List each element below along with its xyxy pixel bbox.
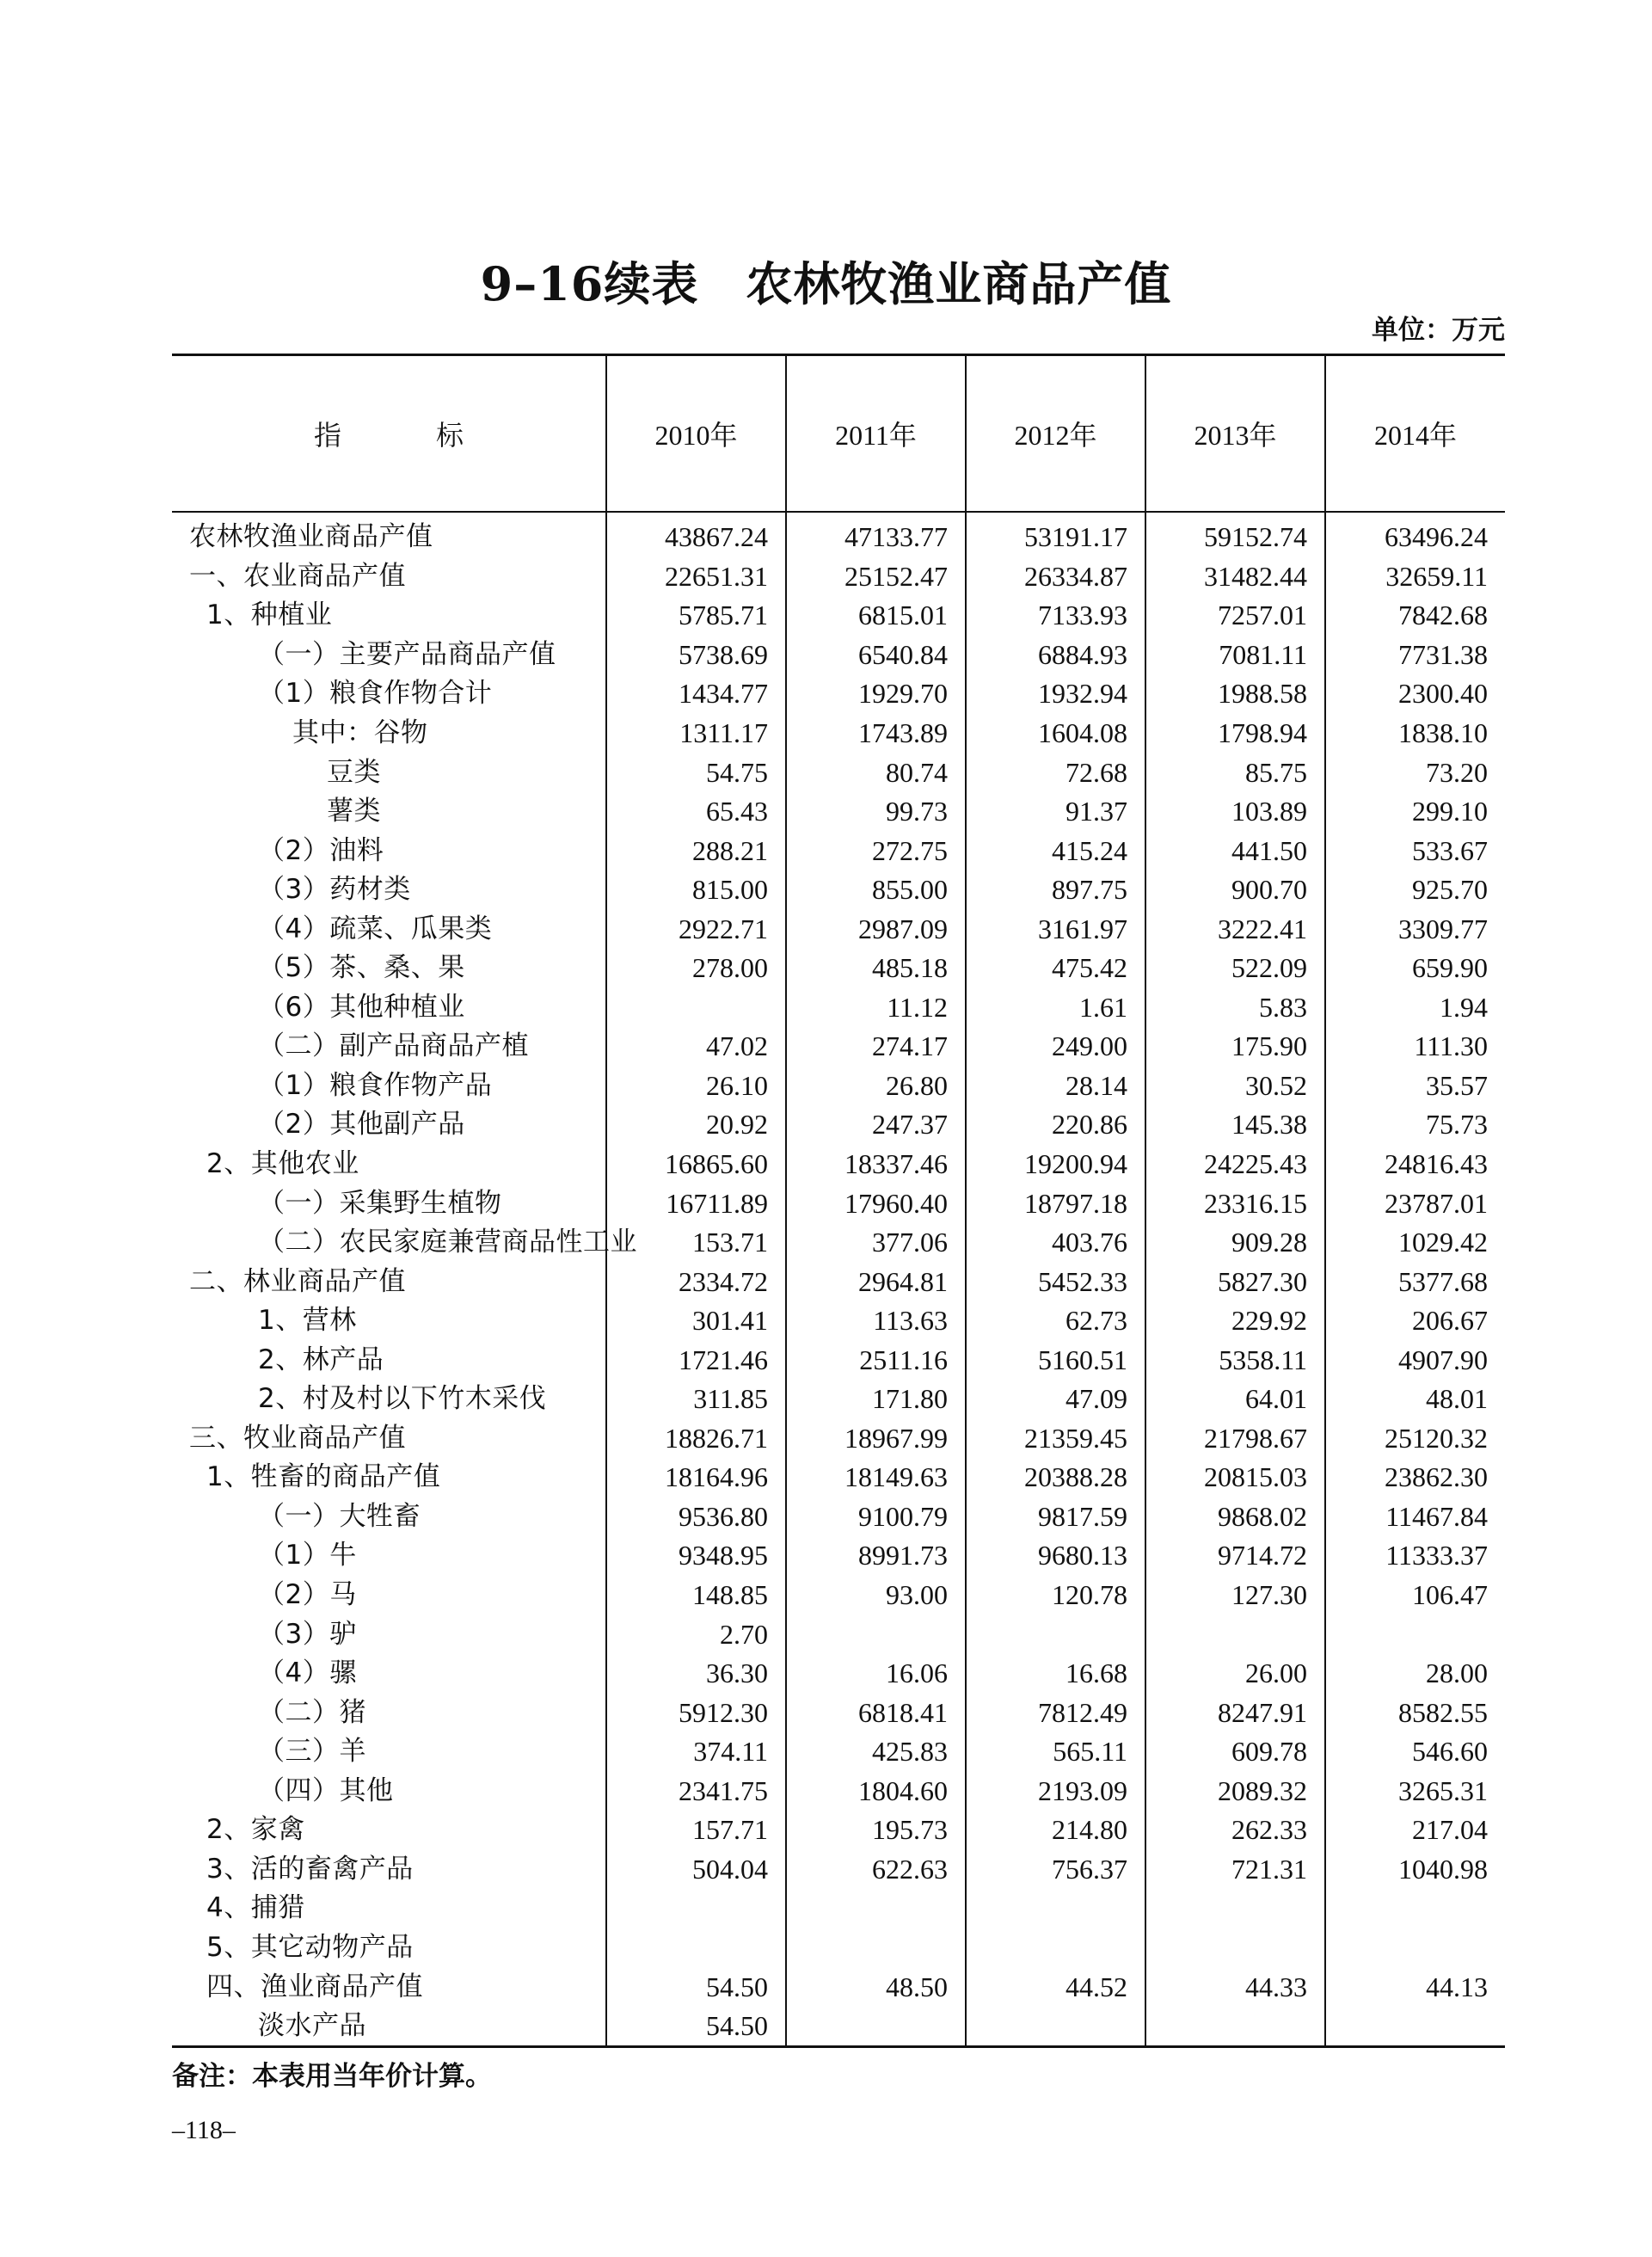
value-cell: 485.18	[786, 949, 966, 988]
value-cell: 8991.73	[786, 1536, 966, 1576]
value-cell: 441.50	[1145, 831, 1325, 870]
value-cell: 91.37	[966, 792, 1145, 832]
table-row	[172, 870, 1505, 910]
table-row	[172, 1967, 1505, 2007]
table-row	[172, 714, 1505, 753]
value-cell	[1145, 1889, 1325, 1928]
value-cell: 16711.89	[606, 1184, 786, 1223]
table-row	[172, 1772, 1505, 1811]
value-cell	[966, 1889, 1145, 1928]
value-cell: 9714.72	[1145, 1536, 1325, 1576]
value-cell: 7133.93	[966, 596, 1145, 636]
value-cell: 5827.30	[1145, 1262, 1325, 1301]
value-cell	[786, 1889, 966, 1928]
value-cell: 249.00	[966, 1027, 1145, 1067]
row-label: 1、牲畜的商品产值	[206, 1461, 441, 1493]
value-cell: 127.30	[1145, 1576, 1325, 1615]
value-cell: 897.75	[966, 870, 1145, 910]
row-label: 一、农业商品产值	[189, 560, 406, 592]
value-cell: 48.01	[1325, 1380, 1505, 1419]
value-cell: 217.04	[1325, 1811, 1505, 1850]
value-cell: 25152.47	[786, 557, 966, 597]
value-cell: 721.31	[1145, 1850, 1325, 1890]
value-cell: 157.71	[606, 1811, 786, 1850]
value-cell: 54.50	[606, 1967, 786, 2007]
value-cell: 25120.32	[1325, 1419, 1505, 1459]
value-cell: 2511.16	[786, 1340, 966, 1380]
value-cell: 6540.84	[786, 636, 966, 675]
value-cell: 403.76	[966, 1223, 1145, 1263]
value-cell	[606, 1928, 786, 1968]
table-row	[172, 596, 1505, 636]
table-row	[172, 1105, 1505, 1145]
value-cell: 24225.43	[1145, 1145, 1325, 1184]
value-cell: 18337.46	[786, 1145, 966, 1184]
value-cell	[1145, 1928, 1325, 1968]
value-cell: 7257.01	[1145, 596, 1325, 636]
value-cell: 622.63	[786, 1850, 966, 1890]
value-cell: 925.70	[1325, 870, 1505, 910]
row-label: 1、营林	[258, 1305, 357, 1337]
row-label: （3）药材类	[258, 874, 411, 906]
row-label: 四、渔业商品产值	[206, 1971, 423, 2002]
value-cell: 18149.63	[786, 1458, 966, 1497]
value-cell: 63496.24	[1325, 512, 1505, 557]
table-row	[172, 1889, 1505, 1928]
value-cell: 16865.60	[606, 1145, 786, 1184]
value-cell	[786, 1614, 966, 1654]
value-cell: 16.68	[966, 1654, 1145, 1694]
table-row	[172, 1458, 1505, 1497]
value-cell: 5377.68	[1325, 1262, 1505, 1301]
value-cell: 2341.75	[606, 1772, 786, 1811]
value-cell: 301.41	[606, 1301, 786, 1341]
row-label: 薯类	[327, 796, 381, 827]
value-cell: 272.75	[786, 831, 966, 870]
row-label: （3）驴	[258, 1618, 357, 1650]
value-cell: 64.01	[1145, 1380, 1325, 1419]
value-cell: 31482.44	[1145, 557, 1325, 597]
value-cell: 85.75	[1145, 753, 1325, 792]
value-cell: 62.73	[966, 1301, 1145, 1341]
row-label: （2）马	[258, 1579, 357, 1611]
value-cell: 20388.28	[966, 1458, 1145, 1497]
year-header: 2012年	[966, 355, 1145, 513]
value-cell: 20815.03	[1145, 1458, 1325, 1497]
value-cell: 2334.72	[606, 1262, 786, 1301]
value-cell: 1029.42	[1325, 1223, 1505, 1263]
row-label: （2）油料	[258, 834, 384, 866]
value-cell: 48.50	[786, 1967, 966, 2007]
value-cell	[1325, 1928, 1505, 1968]
value-cell	[606, 1889, 786, 1928]
table-row	[172, 1262, 1505, 1301]
value-cell: 7731.38	[1325, 636, 1505, 675]
table-row	[172, 1732, 1505, 1772]
value-cell: 1798.94	[1145, 714, 1325, 753]
value-cell: 19200.94	[966, 1145, 1145, 1184]
row-label: 4、捕猎	[206, 1892, 305, 1924]
row-label: （一）主要产品商品产值	[258, 638, 556, 670]
row-label: 三、牧业商品产值	[189, 1422, 406, 1454]
commodity-value-table	[172, 354, 1505, 2048]
value-cell: 8582.55	[1325, 1693, 1505, 1732]
table-row	[172, 557, 1505, 597]
value-cell: 54.75	[606, 753, 786, 792]
value-cell: 3222.41	[1145, 909, 1325, 949]
value-cell: 59152.74	[1145, 512, 1325, 557]
value-cell: 274.17	[786, 1027, 966, 1067]
value-cell: 44.33	[1145, 1967, 1325, 2007]
value-cell: 522.09	[1145, 949, 1325, 988]
row-label: （一）采集野生植物	[258, 1187, 502, 1219]
value-cell: 93.00	[786, 1576, 966, 1615]
value-cell: 609.78	[1145, 1732, 1325, 1772]
value-cell: 54.50	[606, 2007, 786, 2047]
row-label: （三）羊	[258, 1736, 366, 1768]
value-cell: 23316.15	[1145, 1184, 1325, 1223]
table-row	[172, 753, 1505, 792]
table-row	[172, 792, 1505, 832]
value-cell: 5785.71	[606, 596, 786, 636]
value-cell: 1804.60	[786, 1772, 966, 1811]
value-cell: 3309.77	[1325, 909, 1505, 949]
value-cell: 18164.96	[606, 1458, 786, 1497]
value-cell: 11.12	[786, 988, 966, 1028]
value-cell: 415.24	[966, 831, 1145, 870]
value-cell: 26.00	[1145, 1654, 1325, 1694]
value-cell	[1325, 1614, 1505, 1654]
value-cell: 32659.11	[1325, 557, 1505, 597]
year-header: 2011年	[786, 355, 966, 513]
table-row	[172, 1145, 1505, 1184]
footnote: 备注：本表用当年价计算。	[172, 2061, 492, 2092]
value-cell: 47.02	[606, 1027, 786, 1067]
value-cell: 30.52	[1145, 1067, 1325, 1106]
value-cell: 2089.32	[1145, 1772, 1325, 1811]
value-cell	[1325, 2007, 1505, 2047]
table-row	[172, 1693, 1505, 1732]
value-cell: 9817.59	[966, 1497, 1145, 1537]
table-row	[172, 949, 1505, 988]
value-cell: 2987.09	[786, 909, 966, 949]
indicator-header-a: 指	[313, 419, 341, 452]
value-cell: 1.94	[1325, 988, 1505, 1028]
value-cell: 35.57	[1325, 1067, 1505, 1106]
value-cell	[786, 2007, 966, 2047]
value-cell: 23787.01	[1325, 1184, 1505, 1223]
value-cell: 26.10	[606, 1067, 786, 1106]
row-label: （1）粮食作物产品	[258, 1069, 493, 1101]
value-cell: 220.86	[966, 1105, 1145, 1145]
table-row	[172, 636, 1505, 675]
table-row	[172, 1654, 1505, 1694]
value-cell: 72.68	[966, 753, 1145, 792]
row-label: 淡水产品	[172, 2007, 606, 2047]
value-cell: 278.00	[606, 949, 786, 988]
table-row	[172, 2007, 1505, 2047]
value-cell: 75.73	[1325, 1105, 1505, 1145]
value-cell: 2.70	[606, 1614, 786, 1654]
row-label: （1）粮食作物合计	[258, 678, 493, 710]
value-cell: 425.83	[786, 1732, 966, 1772]
value-cell	[966, 2007, 1145, 2047]
value-cell: 565.11	[966, 1732, 1145, 1772]
table-row	[172, 1928, 1505, 1968]
value-cell: 44.13	[1325, 1967, 1505, 2007]
value-cell: 26.80	[786, 1067, 966, 1106]
value-cell: 7812.49	[966, 1693, 1145, 1732]
value-cell: 7842.68	[1325, 596, 1505, 636]
value-cell: 815.00	[606, 870, 786, 910]
value-cell: 120.78	[966, 1576, 1145, 1615]
value-cell: 16.06	[786, 1654, 966, 1694]
value-cell: 6815.01	[786, 596, 966, 636]
value-cell: 22651.31	[606, 557, 786, 597]
value-cell: 229.92	[1145, 1301, 1325, 1341]
value-cell: 5452.33	[966, 1262, 1145, 1301]
table-row	[172, 1576, 1505, 1615]
year-header: 2014年	[1325, 355, 1505, 513]
value-cell: 17960.40	[786, 1184, 966, 1223]
value-cell: 909.28	[1145, 1223, 1325, 1263]
row-label: （1）牛	[258, 1540, 357, 1571]
row-label: 3、活的畜禽产品	[206, 1853, 414, 1885]
value-cell: 18967.99	[786, 1419, 966, 1459]
table-row	[172, 1184, 1505, 1223]
value-cell: 1311.17	[606, 714, 786, 753]
value-cell	[966, 1928, 1145, 1968]
value-cell: 1929.70	[786, 674, 966, 714]
value-cell: 5912.30	[606, 1693, 786, 1732]
value-cell: 9536.80	[606, 1497, 786, 1537]
unit-label: 单位：万元	[1372, 315, 1505, 346]
value-cell: 2964.81	[786, 1262, 966, 1301]
row-label: （二）农民家庭兼营商品性工业	[258, 1227, 637, 1258]
value-cell	[1145, 2007, 1325, 2047]
table-row	[172, 1497, 1505, 1537]
value-cell: 504.04	[606, 1850, 786, 1890]
value-cell	[606, 988, 786, 1028]
table-row	[172, 831, 1505, 870]
row-label: （一）大牲畜	[258, 1500, 421, 1532]
value-cell	[1325, 1889, 1505, 1928]
value-cell: 24816.43	[1325, 1145, 1505, 1184]
value-cell: 1743.89	[786, 714, 966, 753]
table-row	[172, 1614, 1505, 1654]
table-row	[172, 1340, 1505, 1380]
row-label: （二）副产品商品产植	[258, 1030, 529, 1062]
value-cell: 111.30	[1325, 1027, 1505, 1067]
value-cell: 546.60	[1325, 1732, 1505, 1772]
value-cell: 28.00	[1325, 1654, 1505, 1694]
value-cell: 9868.02	[1145, 1497, 1325, 1537]
row-label: （二）猪	[258, 1696, 366, 1728]
table-row	[172, 988, 1505, 1028]
row-label: （2）其他副产品	[258, 1109, 465, 1141]
value-cell: 5.83	[1145, 988, 1325, 1028]
value-cell: 73.20	[1325, 753, 1505, 792]
value-cell: 262.33	[1145, 1811, 1325, 1850]
value-cell: 11467.84	[1325, 1497, 1505, 1537]
table-row	[172, 1536, 1505, 1576]
value-cell: 247.37	[786, 1105, 966, 1145]
value-cell: 1932.94	[966, 674, 1145, 714]
value-cell: 65.43	[606, 792, 786, 832]
value-cell: 900.70	[1145, 870, 1325, 910]
value-cell: 377.06	[786, 1223, 966, 1263]
value-cell: 26334.87	[966, 557, 1145, 597]
row-label: 豆类	[327, 756, 381, 788]
value-cell: 44.52	[966, 1967, 1145, 2007]
table-row	[172, 512, 1505, 557]
value-cell: 855.00	[786, 870, 966, 910]
value-cell: 2193.09	[966, 1772, 1145, 1811]
value-cell: 299.10	[1325, 792, 1505, 832]
page-number: –118–	[172, 2116, 236, 2144]
table-row	[172, 674, 1505, 714]
value-cell: 6818.41	[786, 1693, 966, 1732]
value-cell: 5738.69	[606, 636, 786, 675]
value-cell: 175.90	[1145, 1027, 1325, 1067]
value-cell: 1604.08	[966, 714, 1145, 753]
value-cell: 5160.51	[966, 1340, 1145, 1380]
value-cell: 21359.45	[966, 1419, 1145, 1459]
row-label: 农林牧渔业商品产值	[189, 521, 433, 553]
value-cell: 20.92	[606, 1105, 786, 1145]
row-label: 5、其它动物产品	[206, 1931, 414, 1963]
value-cell: 1721.46	[606, 1340, 786, 1380]
value-cell: 23862.30	[1325, 1458, 1505, 1497]
year-header: 2010年	[606, 355, 786, 513]
table-header-row	[172, 355, 1505, 513]
value-cell: 53191.17	[966, 512, 1145, 557]
row-label: 2、其他农业	[206, 1148, 359, 1180]
value-cell: 288.21	[606, 831, 786, 870]
table-row	[172, 1301, 1505, 1341]
row-label: 2、村及村以下竹木采伐	[258, 1383, 547, 1415]
value-cell: 475.42	[966, 949, 1145, 988]
value-cell: 145.38	[1145, 1105, 1325, 1145]
value-cell: 9680.13	[966, 1536, 1145, 1576]
table-row	[172, 1811, 1505, 1850]
value-cell: 533.67	[1325, 831, 1505, 870]
value-cell: 1838.10	[1325, 714, 1505, 753]
value-cell: 3265.31	[1325, 1772, 1505, 1811]
value-cell: 11333.37	[1325, 1536, 1505, 1576]
row-label: 1、种植业	[206, 600, 333, 631]
value-cell: 47133.77	[786, 512, 966, 557]
value-cell: 18797.18	[966, 1184, 1145, 1223]
row-label: 其中：谷物	[292, 717, 428, 748]
value-cell: 756.37	[966, 1850, 1145, 1890]
row-label: （5）茶、桑、果	[258, 952, 465, 984]
value-cell: 21798.67	[1145, 1419, 1325, 1459]
value-cell: 9100.79	[786, 1497, 966, 1537]
value-cell: 99.73	[786, 792, 966, 832]
value-cell	[786, 1928, 966, 1968]
value-cell: 153.71	[606, 1223, 786, 1263]
value-cell: 8247.91	[1145, 1693, 1325, 1732]
value-cell: 103.89	[1145, 792, 1325, 832]
table-row	[172, 1419, 1505, 1459]
value-cell: 148.85	[606, 1576, 786, 1615]
value-cell: 4907.90	[1325, 1340, 1505, 1380]
indicator-header-b: 标	[436, 419, 464, 452]
value-cell: 9348.95	[606, 1536, 786, 1576]
value-cell	[1145, 1614, 1325, 1654]
value-cell: 3161.97	[966, 909, 1145, 949]
value-cell: 311.85	[606, 1380, 786, 1419]
row-label: 二、林业商品产值	[189, 1265, 406, 1297]
indicator-header	[172, 355, 606, 513]
table-title: 9–16续表 农林牧渔业商品产值	[480, 256, 1172, 311]
value-cell: 1988.58	[1145, 674, 1325, 714]
value-cell: 374.11	[606, 1732, 786, 1772]
value-cell: 1040.98	[1325, 1850, 1505, 1890]
value-cell: 2922.71	[606, 909, 786, 949]
value-cell: 47.09	[966, 1380, 1145, 1419]
value-cell: 659.90	[1325, 949, 1505, 988]
value-cell	[966, 1614, 1145, 1654]
row-label: 2、林产品	[258, 1344, 384, 1375]
row-label: （四）其他	[258, 1774, 394, 1806]
row-label: （4）疏菜、瓜果类	[258, 913, 493, 944]
value-cell: 6884.93	[966, 636, 1145, 675]
value-cell: 214.80	[966, 1811, 1145, 1850]
table-row	[172, 1380, 1505, 1419]
table-row	[172, 909, 1505, 949]
value-cell: 113.63	[786, 1301, 966, 1341]
row-label: （4）骡	[258, 1657, 357, 1689]
value-cell: 28.14	[966, 1067, 1145, 1106]
value-cell: 1.61	[966, 988, 1145, 1028]
table-row	[172, 1223, 1505, 1263]
value-cell: 7081.11	[1145, 636, 1325, 675]
year-header: 2013年	[1145, 355, 1325, 513]
value-cell: 2300.40	[1325, 674, 1505, 714]
row-label: 2、家禽	[206, 1814, 305, 1846]
value-cell: 171.80	[786, 1380, 966, 1419]
value-cell: 195.73	[786, 1811, 966, 1850]
value-cell: 18826.71	[606, 1419, 786, 1459]
value-cell: 43867.24	[606, 512, 786, 557]
value-cell: 106.47	[1325, 1576, 1505, 1615]
value-cell: 1434.77	[606, 674, 786, 714]
table-row	[172, 1850, 1505, 1890]
value-cell: 5358.11	[1145, 1340, 1325, 1380]
value-cell: 36.30	[606, 1654, 786, 1694]
value-cell: 206.67	[1325, 1301, 1505, 1341]
table-row	[172, 1027, 1505, 1067]
table-row	[172, 1067, 1505, 1106]
row-label: （6）其他种植业	[258, 991, 465, 1023]
value-cell: 80.74	[786, 753, 966, 792]
